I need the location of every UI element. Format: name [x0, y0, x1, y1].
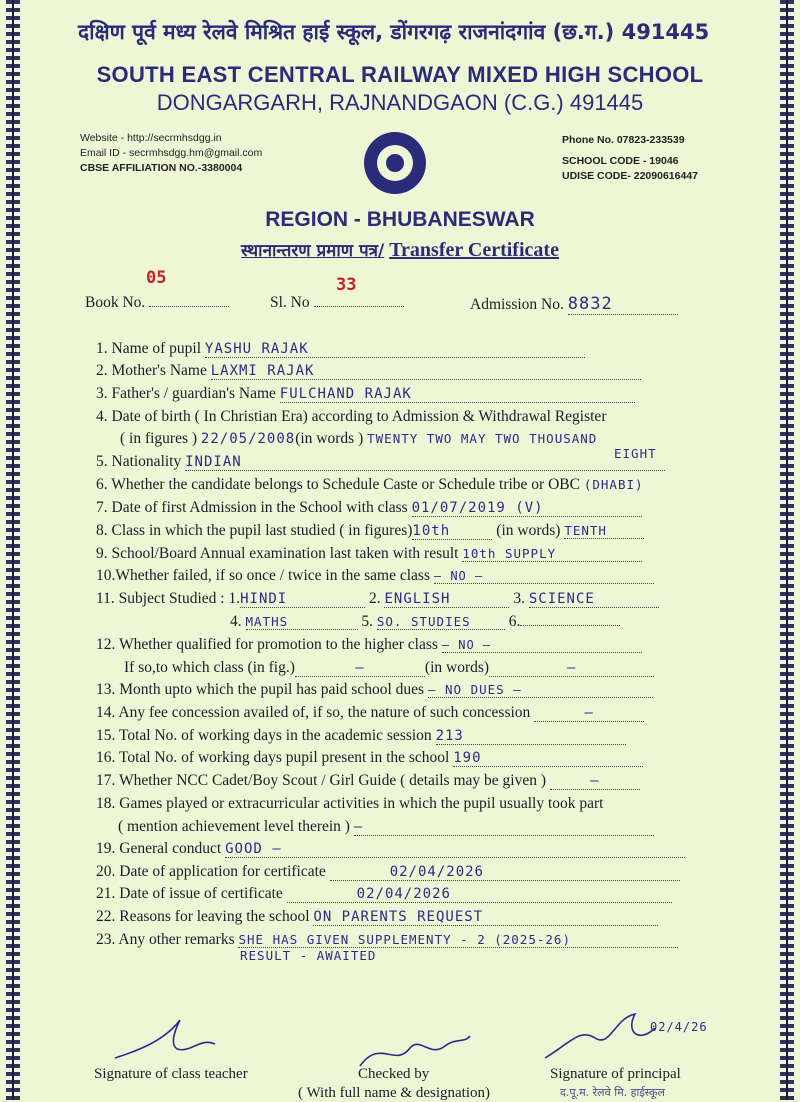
field-subjects-2: 4. MATHS 5. SO. STUDIES 6. — [230, 613, 620, 631]
field-remarks-cont: RESULT - AWAITED — [240, 948, 377, 963]
email: Email ID - secrmhsdgg.hm@gmail.com — [80, 147, 263, 159]
book-number-value: 05 — [146, 268, 167, 288]
school-name: SOUTH EAST CENTRAL RAILWAY MIXED HIGH SCHOOL — [96, 62, 704, 87]
field-failed: 10.Whether failed, if so once / twice in the same class — NO — — [96, 567, 654, 585]
right-decorative-border — [780, 0, 794, 1100]
principal-label: Signature of principal — [550, 1066, 681, 1082]
class-teacher-label: Signature of class teacher — [94, 1066, 248, 1082]
field-ncc: 17. Whether NCC Cadet/Boy Scout / Girl Guide ( details may be given ) — — [96, 772, 640, 790]
field-father-name: 3. Father's / guardian's Name FULCHAND RAJAK — [96, 385, 635, 403]
certificate-title — [0, 238, 800, 262]
title-hindi: स्थानान्तरण प्रमाण पत्र/ — [241, 241, 385, 261]
field-dues: 13. Month upto which the pupil has paid school dues — NO DUES — — [96, 681, 653, 699]
serial-number-label: Sl. No — [270, 294, 404, 312]
website: Website - http://secrmhsdgg.in — [80, 132, 222, 144]
principal-date: 02/4/26 — [650, 1020, 708, 1034]
field-category: 6. Whether the candidate belongs to Schedule Caste or Schedule tribe or OBC (DHABI) — [96, 476, 644, 493]
field-leaving-reason: 22. Reasons for leaving the school ON PARENTS REQUEST — [96, 908, 658, 926]
field-dob: ( in figures ) 22/05/2008(in words ) TWENTY TWO MAY TWO THOUSAND — [120, 430, 598, 447]
phone: Phone No. 07823-233539 — [562, 134, 685, 146]
field-last-exam: 9. School/Board Annual examination last taken with result 10th SUPPLY — [96, 545, 642, 563]
field-subjects-1: 11. Subject Studied : 1.HINDI 2. ENGLISH 3. SCIENCE — [96, 590, 659, 608]
cbse-affiliation: CBSE AFFILIATION NO.-3380004 — [80, 162, 243, 174]
field-dob-heading: 4. Date of birth ( In Christian Era) according to Admission & Withdrawal Register — [96, 408, 607, 425]
admission-number: Admission No. 8832 — [470, 294, 678, 315]
field-achievement: ( mention achievement level therein ) — — [118, 818, 654, 836]
checked-by-label: Checked by — [358, 1066, 430, 1082]
field-games: 18. Games played or extracurricular activities in which the pupil usually took part — [96, 795, 604, 812]
serial-number-value: 33 — [336, 275, 357, 295]
field-dob-words-cont: EIGHT — [614, 446, 657, 461]
school-logo — [364, 132, 426, 194]
field-promotion-class: If so,to which class (in fig.) — (in words) — — [124, 659, 654, 677]
field-last-class: 8. Class in which the pupil last studied ( in figures)10th (in words) TENTH — [96, 522, 644, 540]
field-mother-name: 2. Mother's Name LAXMI RAJAK — [96, 362, 641, 380]
field-first-admission: 7. Date of first Admission in the School with class 01/07/2019 (V) — [96, 499, 642, 517]
udise-code: UDISE CODE- 22090616447 — [562, 170, 698, 182]
field-promotion: 12. Whether qualified for promotion to the higher class — NO — — [96, 636, 642, 654]
class-teacher-signature — [110, 1010, 220, 1065]
field-pupil-name: 1. Name of pupil YASHU RAJAK — [96, 340, 585, 358]
field-nationality: 5. Nationality INDIAN — [96, 453, 665, 471]
region: REGION - BHUBANESWAR — [265, 208, 535, 231]
field-fee-concession: 14. Any fee concession availed of, if so, the nature of such concession — — [96, 704, 644, 722]
school-address: DONGARGARH, RAJNANDGAON (C.G.) 491445 — [156, 90, 644, 115]
field-conduct: 19. General conduct GOOD — — [96, 840, 685, 858]
left-decorative-border — [6, 0, 20, 1100]
book-number-label: Book No. — [85, 294, 229, 312]
school-code: SCHOOL CODE - 19046 — [562, 155, 679, 167]
field-remarks: 23. Any other remarks SHE HAS GIVEN SUPPLEMENTY - 2 (2025-26) — [96, 931, 678, 949]
field-application-date: 20. Date of application for certificate 02/04/2026 — [96, 863, 680, 881]
field-days-present: 16. Total No. of working days pupil present in the school 190 — [96, 749, 643, 767]
hindi-school-title: दक्षिण पूर्व मध्य रेलवे मिश्रित हाई स्कूल, डोंगरगढ़ राजनांदगांव (छ.ग.) 491445 — [78, 20, 710, 44]
checked-by-sublabel: ( With full name & designation) — [298, 1085, 490, 1101]
principal-stamp: द.पू.म. रेलवे मि. हाईस्कूल — [560, 1086, 665, 1099]
title-english: Transfer Certificate — [389, 239, 559, 261]
field-working-days: 15. Total No. of working days in the academic session 213 — [96, 727, 626, 745]
field-issue-date: 21. Date of issue of certificate 02/04/2026 — [96, 885, 672, 903]
principal-signature — [540, 1008, 660, 1063]
